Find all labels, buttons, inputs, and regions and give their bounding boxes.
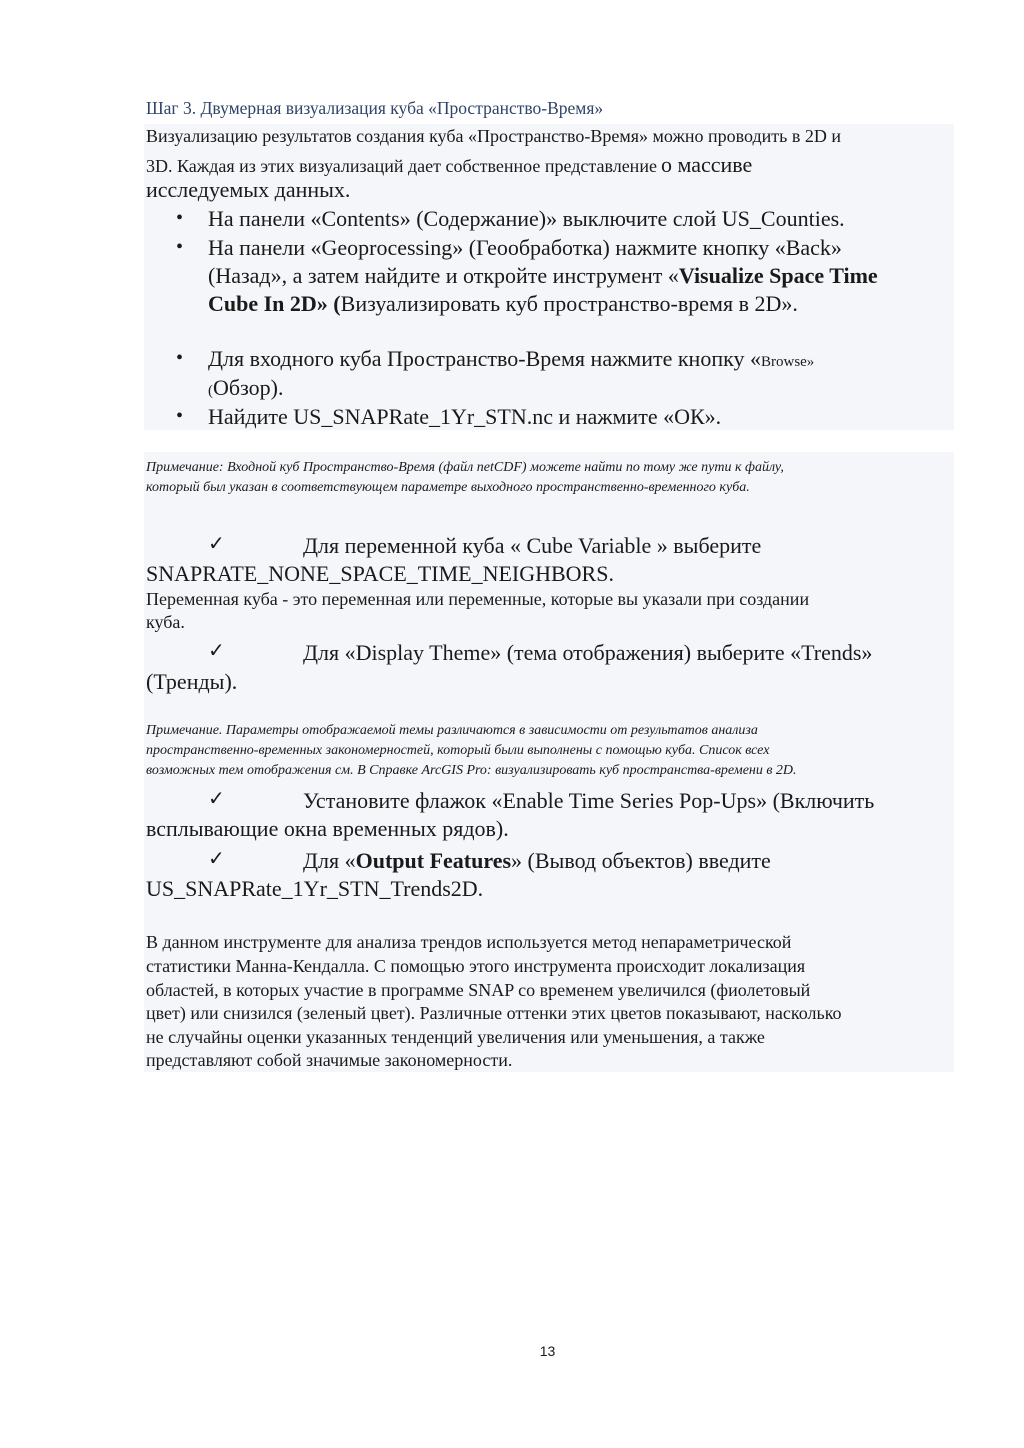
bullet-3-line-2: (Обзор). <box>208 375 284 400</box>
check-1-line-2: SNAPRATE_NONE_SPACE_TIME_NEIGHBORS. <box>146 561 614 586</box>
bullet-dot: • <box>176 347 184 369</box>
note-2-line-3: возможных тем отображения см. В Справке ArcGIS Pro: визуализировать куб пространства-времени в 2D. <box>146 763 797 778</box>
check-1-desc-2: куба. <box>146 612 185 632</box>
bullet-dot: • <box>176 207 184 229</box>
check-4-line-1: Для «Output Features» (Вывод объектов) введите <box>303 848 771 873</box>
final-line-1: В данном инструменте для анализа трендов используется метод непараметрической <box>146 932 792 952</box>
check-1-desc-1: Переменная куба - это переменная или переменные, которые вы указали при создании <box>146 589 810 609</box>
page-number: 13 <box>539 1343 556 1359</box>
checkmark-icon: ✓ <box>208 846 225 870</box>
checkmark-icon: ✓ <box>208 786 225 810</box>
bullet-1: На панели «Contents» (Содержание)» выключите слой US_Counties. <box>208 206 845 231</box>
checkmark-icon: ✓ <box>208 638 225 662</box>
check-2-line-2: (Тренды). <box>146 669 238 694</box>
bullet-dot: • <box>176 405 184 427</box>
check-3-line-1: Установите флажок «Enable Time Series Pop-Ups» (Включить <box>303 788 875 813</box>
bullet-3-line-1: Для входного куба Пространство-Время нажмите кнопку «Browse» <box>208 346 815 371</box>
bullet-2-line-3: Cube In 2D» (Визуализировать куб пространство-время в 2D». <box>208 291 798 316</box>
check-3-line-2: всплывающие окна временных рядов). <box>146 816 509 841</box>
final-line-5: не случайны оценки указанных тенденций увеличения или уменьшения, а также <box>146 1027 765 1047</box>
checkmark-icon: ✓ <box>208 531 225 555</box>
section-heading: Шаг 3. Двумерная визуализация куба «Пространство-Время» <box>146 98 604 118</box>
check-4-line-2: US_SNAPRate_1Yr_STN_Trends2D. <box>146 876 484 901</box>
final-line-6: представляют собой значимые закономерности. <box>146 1050 513 1070</box>
note-2-line-1: Примечание. Параметры отображаемой темы различаются в зависимости от результатов анализа <box>146 723 758 738</box>
check-2-line-1: Для «Display Theme» (тема отображения) выберите «Trends» <box>303 640 873 665</box>
bullet-4: Найдите US_SNAPRate_1Yr_STN.nc и нажмите «ОК». <box>208 404 722 429</box>
intro-line-2: 3D. Каждая из этих визуализаций дает собственное представление о массиве <box>146 152 753 177</box>
note-1-line-2: который был указан в соответствующем параметре выходного пространственно-временного куба. <box>146 480 750 495</box>
intro-line-3: исследуемых данных. <box>146 177 351 202</box>
note-2-line-2: пространственно-временных закономерностей, который были выполнены с помощью куба. Список всех <box>146 743 770 758</box>
bullet-dot: • <box>176 236 184 258</box>
final-line-4: цвет) или снизился (зеленый цвет). Различные оттенки этих цветов показывают, насколько <box>146 1003 842 1023</box>
intro-line-1: Визуализацию результатов создания куба «Пространство-Время» можно проводить в 2D и <box>146 126 842 146</box>
check-1-line-1: Для переменной куба « Cube Variable » выберите <box>303 533 762 558</box>
final-line-2: статистики Манна-Кендалла. С помощью этого инструмента происходит локализация <box>146 956 806 976</box>
note-1-line-1: Примечание: Входной куб Пространство-Время (файл netCDF) можете найти по тому же пути к файлу, <box>146 460 784 475</box>
bullet-2-line-1: На панели «Geoprocessing» (Геообработка) нажмите кнопку «Back» <box>208 235 842 260</box>
bullet-2-line-2: (Назад», а затем найдите и откройте инструмент «Visualize Space Time <box>208 263 878 288</box>
final-line-3: областей, в которых участие в программе SNAP со временем увеличился (фиолетовый <box>146 980 811 1000</box>
